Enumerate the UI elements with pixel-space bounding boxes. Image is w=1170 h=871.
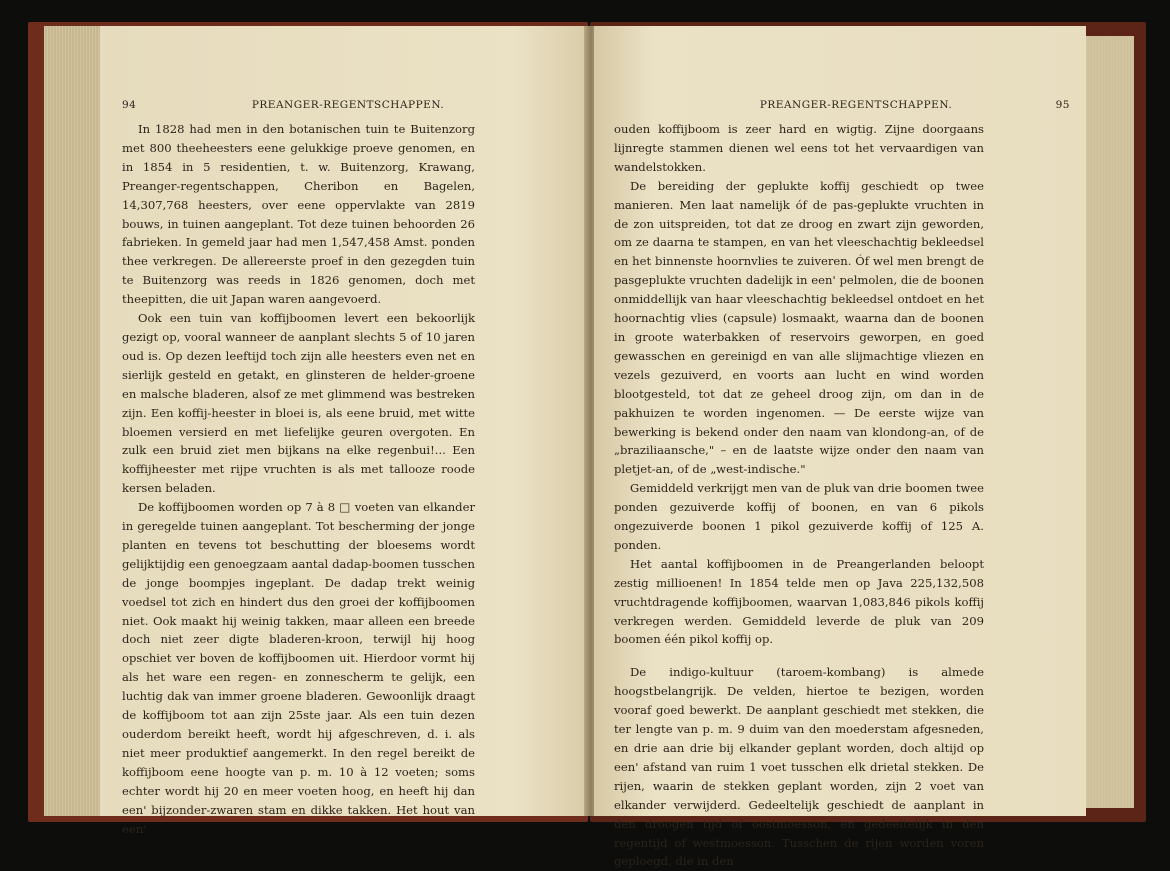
paragraph: Het aantal koffijboomen in de Preangerlanden beloopt zestig millioenen! In 1854 telde men op Java 225,132,508 vruchtdragende koffijboomen, waarvan 1,083,846 pikols koffij verkregen werden. Gemiddeld leverde de pluk van 209 boomen één pikol koffij op. [614,556,984,647]
right-running-title: PREANGER-REGENTSCHAPPEN. [759,99,953,111]
paragraph: In 1828 had men in den botanischen tuin te Buitenzorg met 800 theeheesters eene gelukkige proeve genomen, en in 1854 in 5 residentien, t. w. Buitenzorg, Krawang, Preanger-regentschappen, Cheribon en Bagelen, 14,307,768 heesters, over eene oppervlakte van 2819 bouws, in tuinen aangeplant. Tot deze tuinen behoorden 26 fabrieken. In gemeld jaar had men 1,547,458 Amst. ponden thee verkregen. De allereerste proef in den gezegden tuin te Buitenzorg was reeds in 1826 genomen, doch met theepitten, die uit Japan waren aangevoerd. [122,122,475,307]
left-running-title: PREANGER-REGENTSCHAPPEN. [251,99,445,111]
left-page-number: 94 [122,99,137,111]
paragraph: ouden koffijboom is zeer hard en wigtig. Zijne doorgaans lijnregte stammen dienen wel eens tot het vervaardigen van wandelstokken. [614,122,984,174]
paragraph: Ook een tuin van koffijboomen levert een bekoorlijk gezigt op, vooral wanneer de aanplant slechts 5 of 10 jaren oud is. Op dezen leeftijd toch zijn alle heesters even net en sierlijk gesteld en getakt, en glinsteren de helder-groene en malsche bladeren, alsof ze met glimmend was bestreken zijn. Een koffij-heester in bloei is, als eene bruid, met witte bloemen versierd en met liefelijke geuren overgoten. En zulk een bruid ziet men bijkans na elke regenbui!... Een koffijheester met rijpe vruchten is als met tallooze roode kersen beladen. [122,311,475,496]
paragraph: De bereiding der geplukte koffij geschiedt op twee manieren. Men laat namelijk óf de pas-geplukte vruchten in de zon uitspreiden, tot dat ze droog en zwart zijn geworden, om ze daarna te stampen, en van het vleeschachtig bekleedsel en het binnenste hoornvlies te zuiveren. Óf wel men brengt de pasgeplukte vruchten dadelijk in een' pelmolen, die de boonen onmiddellijk van haar vleeschachtig bekleedsel ontdoet en het hoornachtig vlies (capsule) losmaakt, waarna dan de boonen in groote waterbakken of reservoirs geworpen, en goed gewasschen en gereinigd en van alle slijmachtige vliezen en vezels gezuiverd, en voorts aan lucht en wind worden blootgesteld, tot dat ze geheel droog zijn, om dan in de pakhuizen te worden ingenomen. — De eerste wijze van bewerking is bekend onder den naam van klondong-an, of de „braziliaansche," – en de laatste wijze onder den naam van pletjet-an, of de „west-indische." [614,178,984,477]
right-page [594,26,1086,869]
left-body-text [122,120,475,838]
page-edges-right [1082,36,1134,808]
right-page-number: 95 [1055,99,1070,111]
paragraph: De indigo-kultuur (taroem-kombang) is almede hoogstbelangrijk. De velden, hiertoe te bezigen, worden vooraf goed bewerkt. De aanplant geschiedt met stekken, die ter lengte van p. m. 9 duim van den moederstam afgesneden, en drie aan drie bij elkander geplant worden, doch altijd op een' afstand van ruim 1 voet tusschen elk drietal stekken. De rijen, waarin de stekken geplant worden, zijn 2 voet van elkander verwijderd. Gedeeltelijk geschiedt de aanplant in den droogen tijd of oostmoesson, en gedeeltelijk in den regentijd of westmoesson. Tusschen de rijen worden voren geploegd, die in den [614,665,984,869]
left-page [0,26,588,836]
paragraph: De koffijboomen worden op 7 à 8 □ voeten van elkander in geregelde tuinen aangeplant. Tot bescherming der jonge planten en tevens tot beschutting der bloesems wordt gelijktijdig een genoegzaam aantal dadap-boomen tusschen de jonge boompjes ingeplant. De dadap trekt weinig voedsel tot zich en hindert dus den groei der koffijboomen niet. Ook maakt hij weinig takken, maar alleen een breede doch niet zeer digte bladeren-kroon, terwijl hij hoog opschiet ver boven de koffijboomen uit. Hierdoor vormt hij als het ware een regen- en zonnescherm te gelijk, een luchtig dak van immer groene bladeren. Gewoonlijk draagt de koffijboom tot aan zijn 25ste jaar. Als een tuin dezen ouderdom bereikt heeft, wordt hij afgeschreven, d. i. als niet meer produktief aangemerkt. In den regel bereikt de koffijboom eene hoogte van p. m. 10 à 12 voeten; soms echter wordt hij 20 en meer voeten hoog, en heeft hij dan een' bijzonder-zwaren stam en dikke takken. Het hout van een' [122,500,475,836]
paragraph: Gemiddeld verkrijgt men van de pluk van drie boomen twee ponden gezuiverde koffij of boonen, en van 6 pikols ongezuiverde boonen 1 pikol gezuiverde koffij of 125 A. ponden. [614,481,984,552]
right-body-text [614,120,984,871]
